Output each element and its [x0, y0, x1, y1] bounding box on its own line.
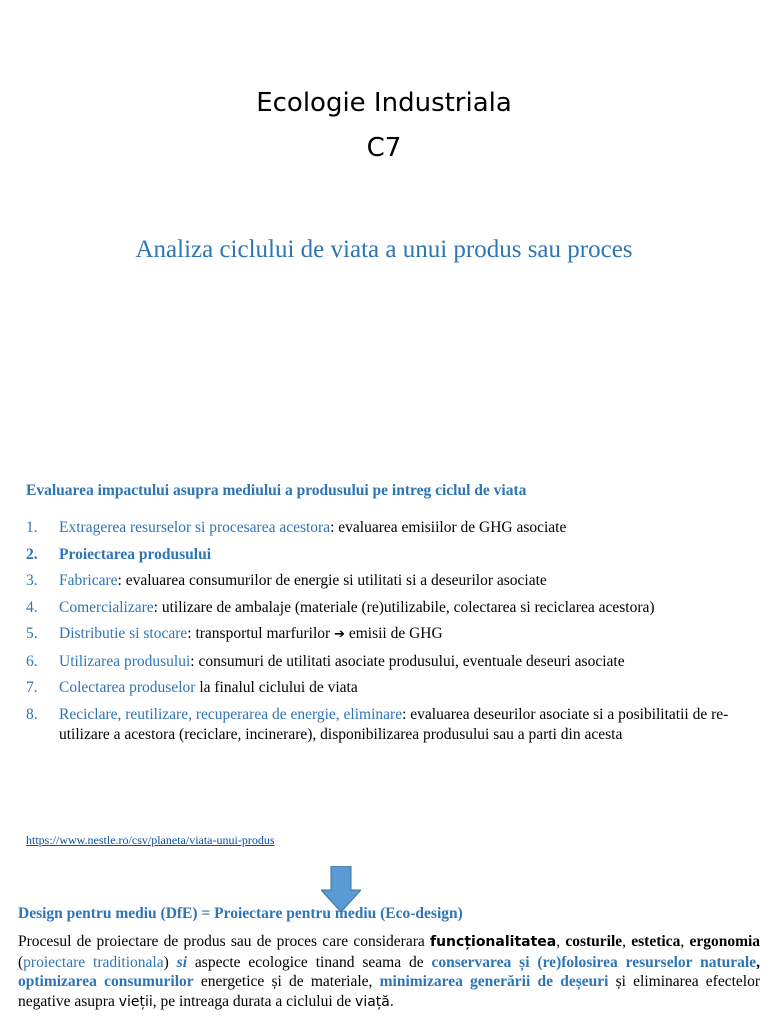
- dfe-text: energetice și de materiale,: [193, 973, 380, 990]
- dfe-functionality: funcționalitatea: [430, 934, 557, 950]
- lifecycle-step-6: [26, 652, 746, 672]
- dfe-text: (: [18, 953, 24, 971]
- slide-subtitle: Analiza ciclului de viata a unui produs sau proces: [135, 236, 633, 263]
- lifecycle-step-5: [26, 624, 746, 645]
- lifecycle-step-4: [26, 598, 746, 618]
- lifecycle-step-8: [26, 705, 746, 745]
- dfe-life: vieții: [118, 993, 153, 1010]
- dfe-waste-minimization: minimizarea generării de deșeuri: [379, 973, 609, 990]
- dfe-text: .: [389, 992, 394, 1010]
- step-text: : consumuri de utilitati asociate produsului, eventuale deseuri asociate: [190, 652, 625, 670]
- dfe-and: si: [176, 953, 188, 971]
- step-number: 2.: [26, 545, 38, 563]
- step-text: : evaluarea emisiilor de GHG asociate: [330, 519, 567, 536]
- step-number: 3.: [26, 572, 38, 589]
- dfe-text: și eliminarea efectelor negative asupra: [18, 973, 760, 1010]
- lifecycle-steps-list: [26, 518, 746, 751]
- dfe-text: , pe intreaga durata a ciclului de: [152, 992, 356, 1010]
- step-text: : utilizare de ambalaje (materiale (re)utilizabile, colectarea si reciclarea acestora): [153, 598, 655, 616]
- dfe-consumption-optimization: optimizarea consumurilor: [18, 973, 194, 990]
- dfe-life: viață: [355, 993, 390, 1010]
- step-label: Extragerea resurselor si procesarea acestora: [59, 519, 331, 536]
- dfe-text: Procesul de proiectare de produs sau de proces care considerara: [18, 933, 430, 950]
- step-label: Colectarea produselor: [59, 679, 196, 696]
- dfe-text: ,: [680, 933, 690, 950]
- step-number: 8.: [26, 705, 38, 723]
- step-number: 7.: [26, 679, 38, 696]
- lifecycle-heading: Evaluarea impactului asupra mediului a produsului pe intreg ciclul de viata: [26, 482, 527, 499]
- dfe-text: ): [163, 953, 177, 971]
- dfe-paragraph: [18, 932, 760, 1012]
- step-number: 5.: [26, 625, 38, 642]
- lifecycle-step-3: [26, 571, 746, 591]
- step-label: Distributie si stocare: [59, 625, 188, 642]
- dfe-heading: Design pentru mediu (DfE) = Proiectare pentru mediu (Eco-design): [18, 905, 463, 922]
- right-arrow-icon: ➔: [334, 627, 345, 642]
- slide-title: Ecologie Industriala: [256, 88, 512, 118]
- course-code: C7: [366, 133, 402, 163]
- lifecycle-step-7: [26, 678, 746, 698]
- dfe-text: ,: [756, 953, 760, 971]
- dfe-text: ,: [622, 933, 632, 950]
- step-text: : evaluarea deseurilor asociate si a posibilitatii de re-utilizare a acestora (reciclare, incinerare), disponibilizarea produsului sau a parti din acesta: [59, 705, 729, 743]
- step-text: : evaluarea consumurilor de energie si utilitati si a deseurilor asociate: [117, 572, 547, 589]
- source-link[interactable]: https://www.nestle.ro/csv/planeta/viata-unui-produs: [26, 833, 275, 847]
- dfe-text: ,: [556, 933, 566, 950]
- dfe-aesthetics: estetica: [631, 933, 681, 950]
- step-text: : transportul marfurilor: [187, 625, 335, 642]
- dfe-ergonomics: ergonomia: [689, 933, 761, 950]
- lifecycle-step-2: [26, 545, 746, 565]
- step-text: la finalul ciclului de viata: [195, 679, 358, 696]
- step-text-after: emisii de GHG: [344, 625, 443, 642]
- lifecycle-step-1: [26, 518, 746, 538]
- dfe-traditional-design: proiectare traditionala: [23, 953, 164, 971]
- step-number: 4.: [26, 598, 38, 616]
- dfe-costs: costurile: [565, 933, 623, 950]
- step-label: Comercializare: [59, 598, 154, 616]
- step-label: Utilizarea produsului: [59, 652, 191, 670]
- dfe-text: aspecte ecologice tinand seama de: [187, 953, 432, 971]
- dfe-resource-conservation: conservarea și (re)folosirea resurselor naturale: [431, 953, 757, 971]
- step-label: Reciclare, reutilizare, recuperarea de energie, eliminare: [59, 705, 403, 723]
- step-label: Proiectarea produsului: [59, 545, 211, 563]
- step-label: Fabricare: [59, 572, 118, 589]
- step-number: 1.: [26, 519, 38, 536]
- step-number: 6.: [26, 652, 38, 670]
